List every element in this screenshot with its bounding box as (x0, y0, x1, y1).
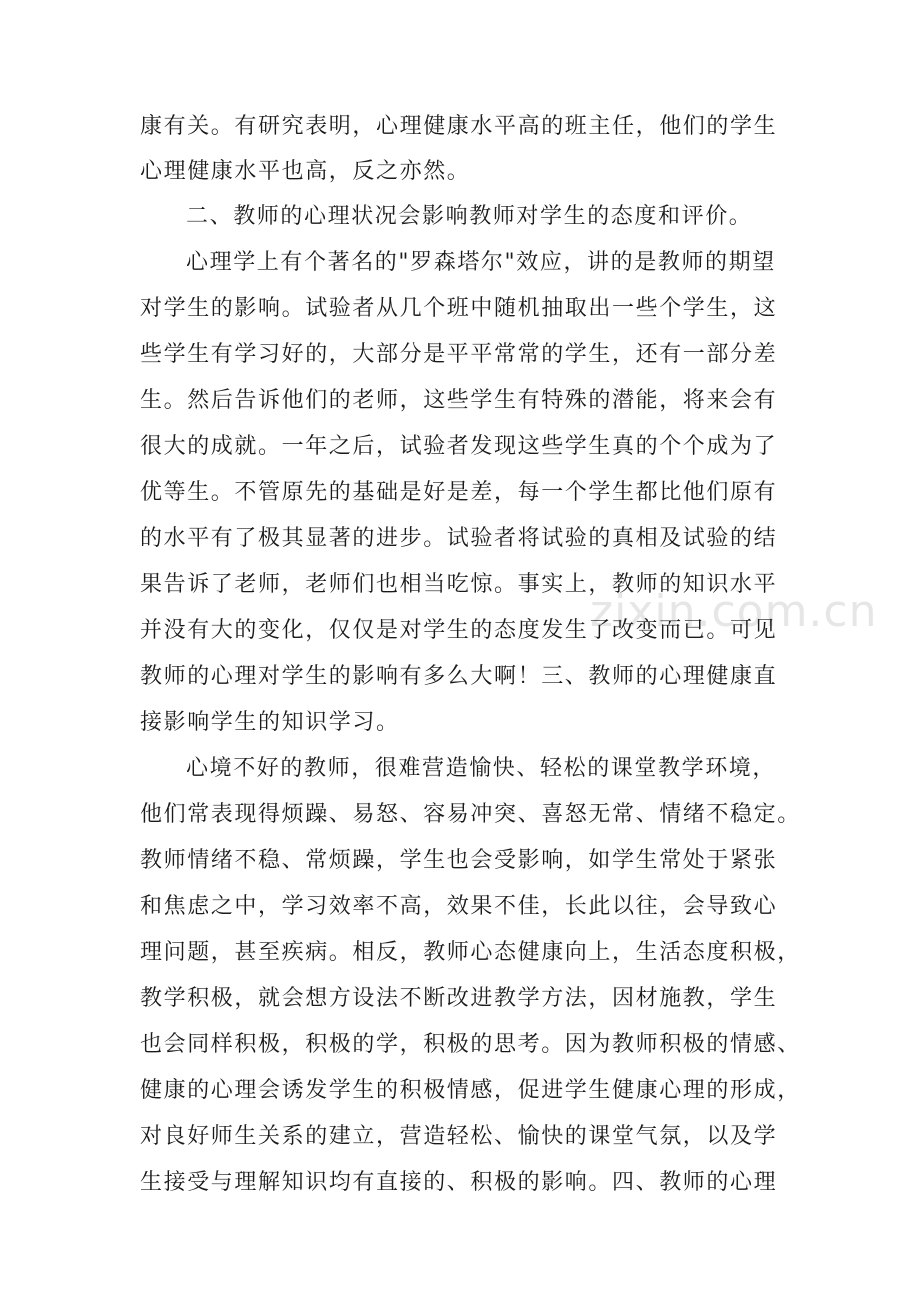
text-line: 生。然后告诉他们的老师，这些学生有特殊的潜能，将来会有 (140, 388, 778, 413)
text-line: 优等生。不管原先的基础是好是差，每一个学生都比他们原有 (140, 480, 778, 505)
text-line: 并没有大的变化，仅仅是对学生的态度发生了改变而已。可见 (140, 618, 778, 643)
text-line: 对良好师生关系的建立，营造轻松、愉快的课堂气氛，以及学 (140, 1124, 778, 1149)
text-line: 很大的成就。一年之后，试验者发现这些学生真的个个成为了 (140, 434, 778, 459)
text-line: 教师的心理对学生的影响有多么大啊！三、教师的心理健康直 (140, 664, 778, 689)
text-line: 和焦虑之中，学习效率不高，效果不佳，长此以往，会导致心 (140, 894, 778, 919)
text-line: 生接受与理解知识均有直接的、积极的影响。四、教师的心理 (140, 1170, 778, 1195)
text-line: 健康的心理会诱发学生的积极情感，促进学生健康心理的形成， (140, 1078, 801, 1103)
text-line: 果告诉了老师，老师们也相当吃惊。事实上，教师的知识水平 (140, 572, 778, 597)
text-line: 教学积极，就会想方设法不断改进教学方法，因材施教，学生 (140, 986, 778, 1011)
text-line: 康有关。有研究表明，心理健康水平高的班主任，他们的学生 (140, 114, 778, 139)
section-heading: 二、教师的心理状况会影响教师对学生的态度和评价。 (186, 204, 753, 229)
paragraph-first-line: 心境不好的教师，很难营造愉快、轻松的课堂教学环境， (186, 756, 777, 781)
text-line: 对学生的影响。试验者从几个班中随机抽取出一些个学生，这 (140, 296, 778, 321)
text-line: 理问题，甚至疾病。相反，教师心态健康向上，生活态度积极， (140, 940, 801, 965)
text-line: 教师情绪不稳、常烦躁，学生也会受影响，如学生常处于紧张 (140, 848, 778, 873)
text-line: 接影响学生的知识学习。 (140, 710, 400, 735)
text-line: 也会同样积极，积极的学，积极的思考。因为教师积极的情感、 (140, 1032, 801, 1057)
text-line: 些学生有学习好的，大部分是平平常常的学生，还有一部分差 (140, 342, 778, 367)
text-line: 的水平有了极其显著的进步。试验者将试验的真相及试验的结 (140, 526, 778, 551)
paragraph-first-line: 心理学上有个著名的"罗森塔尔"效应，讲的是教师的期望 (186, 250, 776, 275)
text-line: 他们常表现得烦躁、易怒、容易冲突、喜怒无常、情绪不稳定。 (140, 802, 801, 827)
text-line: 心理健康水平也高，反之亦然。 (140, 159, 471, 184)
watermark: zixin.com.cn (590, 586, 878, 637)
